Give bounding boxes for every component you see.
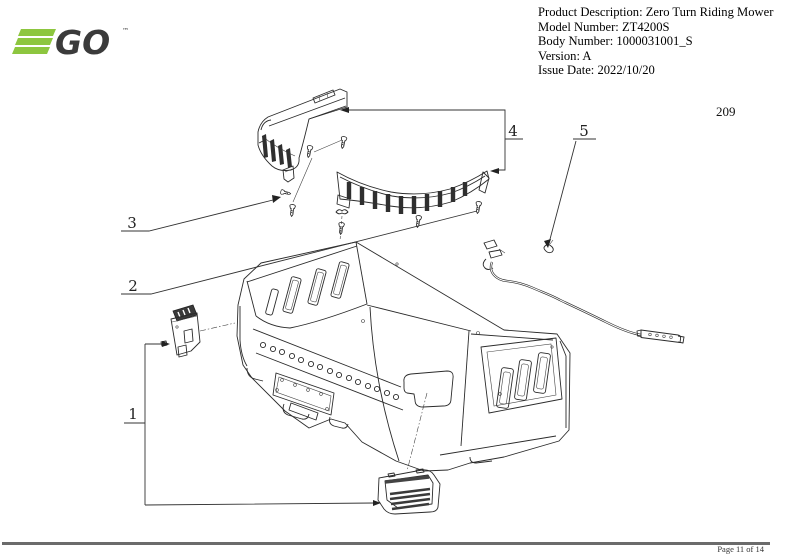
callout-1-label: 1	[128, 405, 138, 423]
callout-1	[124, 341, 381, 506]
top-face-slots	[265, 261, 349, 315]
screw	[289, 204, 296, 217]
version-line: Version: A	[538, 48, 592, 63]
screw	[475, 201, 482, 214]
front-hole-band	[253, 329, 403, 410]
callout-5-label: 5	[579, 122, 589, 140]
right-panel	[481, 338, 562, 413]
logo-go-text: GO	[55, 23, 111, 62]
page-number: Page 11 of 14	[717, 544, 764, 554]
callout-4-label: 4	[508, 122, 518, 140]
spring-clip	[336, 210, 348, 214]
callout-3-label: 3	[127, 214, 137, 232]
logo-trademark: ™	[122, 27, 129, 35]
part-top-cover	[258, 89, 347, 182]
footer-rule	[2, 542, 770, 545]
part-grille-strip	[337, 171, 489, 214]
body-number-line: Body Number: 1000031001_S	[538, 34, 693, 49]
screw	[339, 136, 347, 149]
callout-4	[340, 107, 523, 174]
callout-5	[544, 122, 596, 248]
product-description-line: Product Description: Zero Turn Riding Mower	[538, 5, 774, 19]
callout-2-label: 2	[128, 277, 138, 295]
figure-number: 209	[716, 104, 736, 119]
screw	[280, 189, 291, 196]
harness-terminal	[637, 330, 684, 343]
wire-harness	[483, 240, 684, 343]
main-body	[237, 242, 570, 471]
headlight-cutout	[404, 371, 453, 407]
model-number-line: Model Number: ZT4200S	[538, 19, 670, 34]
screw	[305, 145, 313, 158]
issue-date-line: Issue Date: 2022/10/20	[538, 63, 655, 78]
callout-3	[121, 195, 281, 232]
mounting-bracket	[161, 305, 200, 357]
bracket-axis-line	[200, 323, 235, 331]
vent-grille	[378, 469, 440, 514]
